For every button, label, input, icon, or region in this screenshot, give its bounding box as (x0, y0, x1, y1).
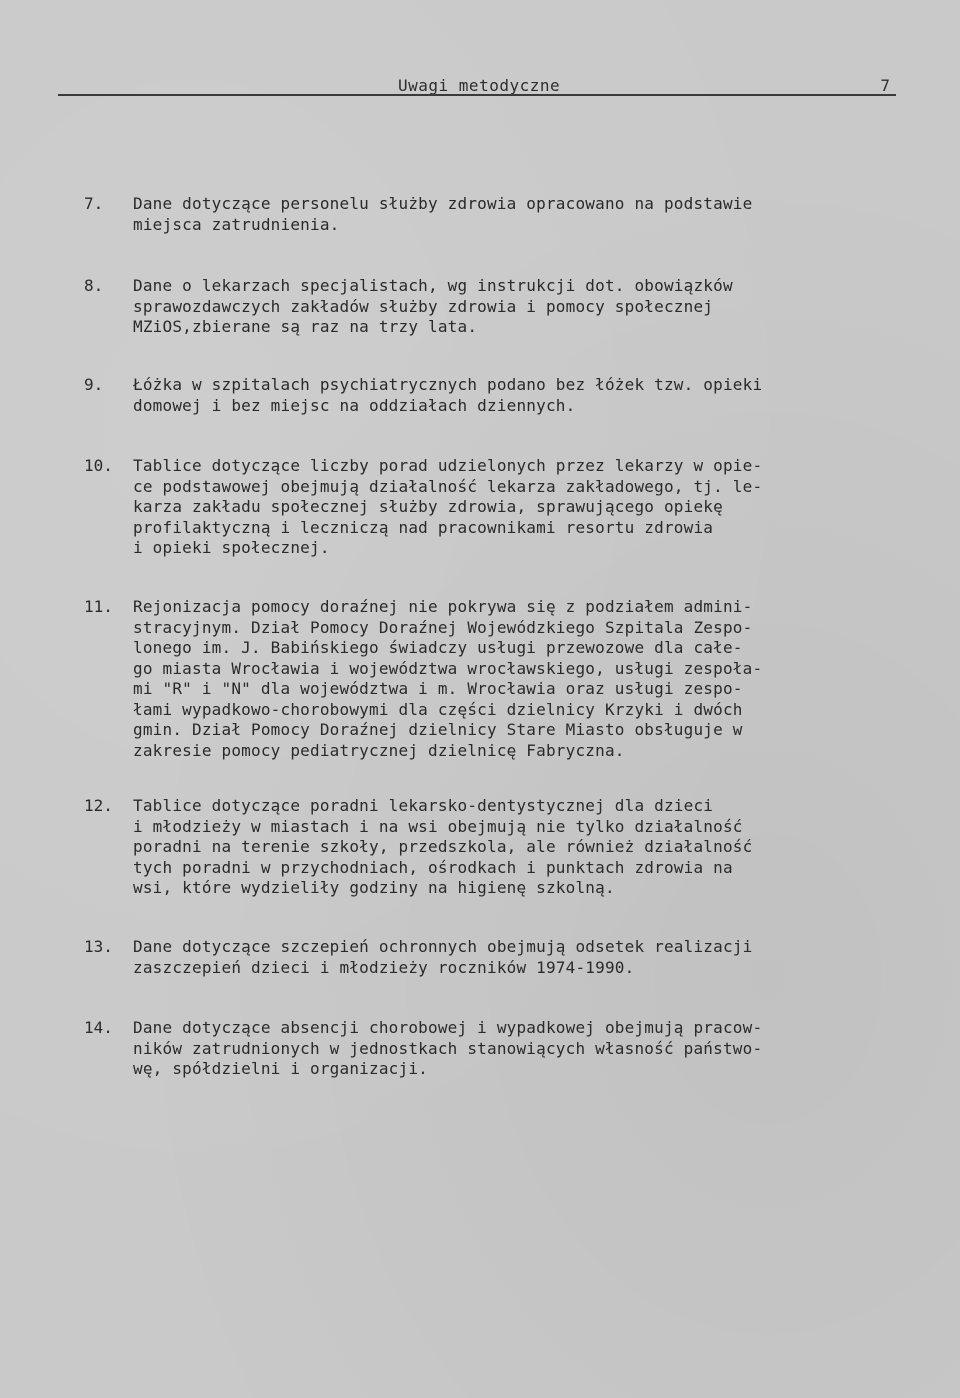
note-number: 8. (84, 276, 104, 295)
page-header (58, 76, 896, 98)
note-number: 14. (84, 1018, 113, 1037)
note-number: 10. (84, 456, 113, 475)
note-text: Łóżka w szpitalach psychiatrycznych podano bez łóżek tzw. opieki domowej i bez miejsc na oddziałach dziennych. (133, 375, 763, 415)
note-text: Dane dotyczące szczepień ochronnych obejmują odsetek realizacji zaszczepień dzieci i młodzieży roczników 1974-1990. (133, 937, 753, 977)
note-number: 11. (84, 597, 113, 616)
note-text: Tablice dotyczące poradni lekarsko-dentystycznej dla dzieci i młodzieży w miastach i na wsi obejmują nie tylko działalność poradni na terenie szkoły, przedszkola, ale również działalność tych poradni w przychodniach, ośrodkach i punktach zdrowia na wsi, które wydzieliły godziny na higienę szkolną. (133, 796, 753, 897)
note-text: Dane dotyczące absencji chorobowej i wypadkowej obejmują pracow- ników zatrudnionych w jednostkach stanowiących własność państwo- wę, spółdzielni i organizacji. (133, 1018, 763, 1078)
note-text: Dane dotyczące personelu służby zdrowia opracowano na podstawie miejsca zatrudnienia. (133, 194, 753, 234)
note-number: 7. (84, 194, 104, 213)
note-number: 13. (84, 937, 113, 956)
note-text: Tablice dotyczące liczby porad udzielonych przez lekarzy w opie- ce podstawowej obejmują działalność lekarza zakładowego, tj. le- karza zakładu społecznej służby zdrowia, sprawującego opiekę profilaktyczną i leczniczą nad pracownikami resortu zdrowia i opieki społecznej. (133, 456, 763, 557)
note-number: 9. (84, 375, 104, 394)
note-text: Dane o lekarzach specjalistach, wg instrukcji dot. obowiązków sprawozdawczych zakładów służby zdrowia i pomocy społecznej MZiOS,zbierane są raz na trzy lata. (133, 276, 733, 336)
note-text: Rejonizacja pomocy doraźnej nie pokrywa się z podziałem admini- stracyjnym. Dział Pomocy Doraźnej Wojewódzkiego Szpitala Zespo- lonego im. J. Babińskiego świadczy usługi przewozowe dla całe- go miasta Wrocławia i województwa wrocławskiego, usługi zespoła- mi "R" i "N" dla województwa i m. Wrocławia oraz usługi zespo- łami wypadkowo-chorobowymi dla części dzielnicy Krzyki i dwóch gmin. Dział Pomocy Doraźnej dzielnicy Stare Miasto obsługuje w zakresie pomocy pediatrycznej dzielnicę Fabryczna. (133, 597, 763, 760)
header-rule (58, 94, 896, 96)
page-number: 7 (880, 76, 890, 95)
note-number: 12. (84, 796, 113, 815)
header-title: Uwagi metodyczne (398, 76, 561, 95)
